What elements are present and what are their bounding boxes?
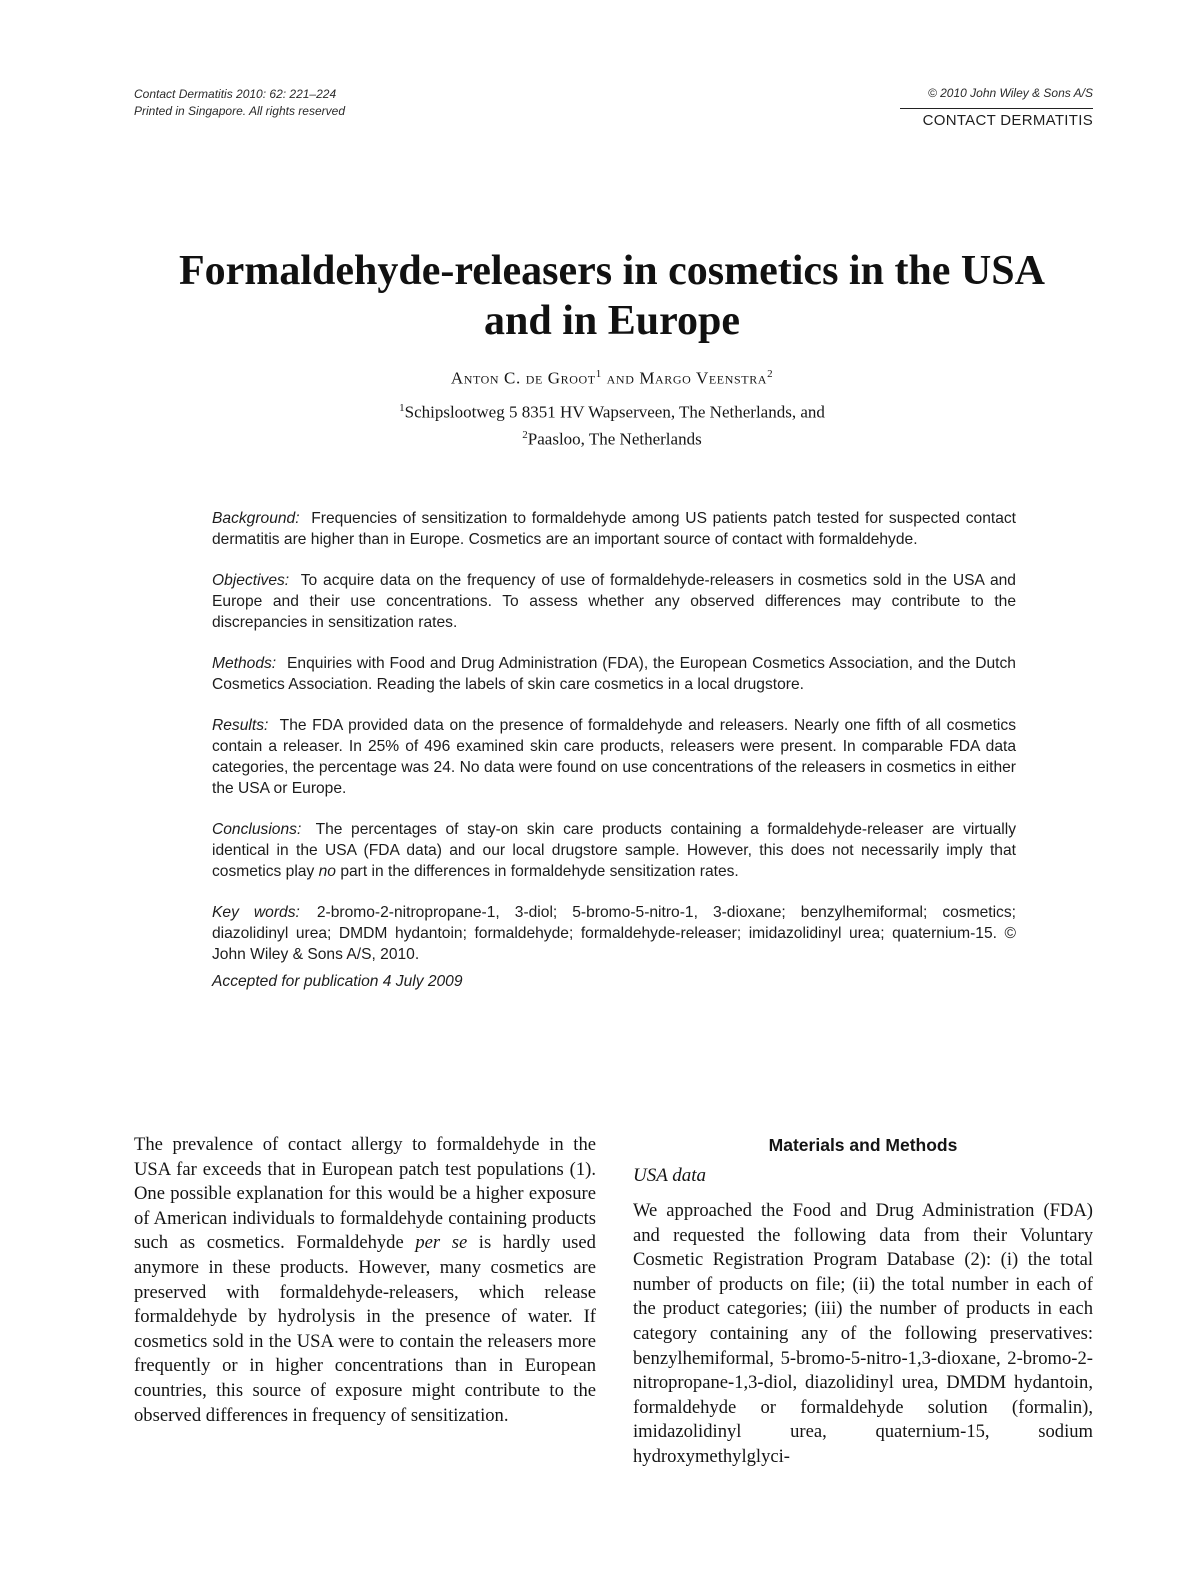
subsection-heading: USA data [633,1165,707,1186]
abstract-methods-label: Methods: [212,655,277,672]
abstract-background-label: Background: [212,510,300,527]
abstract-conclusions-text-b: part in the differences in formaldehyde sensitization rates. [340,863,739,880]
abstract-conclusions-emphasis: no [318,863,336,880]
author-2-affiliation-mark: 2 [767,368,774,380]
affiliation-1 [100,397,1124,424]
keywords-text: 2-bromo-2-nitropropane-1, 3-diol; 5-bromo-5-nitro-1, 3-dioxane; benzylhemiformal; cosmetics; diazolidinyl urea; DMDM hydantoin; formaldehyde; formaldehyde-releaser; imidazolidinyl urea; quaternium-15. © John Wiley & Sons A/S, 2010. [212,904,1016,963]
author-list [100,368,1124,389]
abstract-methods [212,653,1016,695]
author-conjunction: and [606,368,635,388]
author-1-affiliation-mark: 1 [595,368,602,380]
abstract-conclusions-label: Conclusions: [212,821,302,838]
journal-name: CONTACT DERMATITIS [900,108,1093,129]
author-1: Anton C. de Groot [450,368,596,388]
affiliation-2 [100,424,1124,451]
intro-paragraph [134,1133,596,1428]
intro-text-b: is hardly used anymore in these products. However, many cosmetics are preserved with formaldehyde-releasers, which release formaldehyde by hydrolysis in the presence of water. If cosmetics sold in the USA were to contain the releasers more frequently or in higher concentrations than in European countries, this source of exposure might contribute to the observed differences in frequency of sensitization. [134,1232,596,1426]
affiliations [100,397,1124,450]
body-column-right [633,1133,1093,1470]
section-heading: Materials and Methods [768,1135,958,1155]
affiliation-2-text: Paasloo, The Netherlands [527,429,702,449]
intro-text-a: The prevalence of contact allergy to formaldehyde in the USA far exceeds that in European patch test populations (1). One possible explanation for this would be a higher exposure of American individuals to formaldehyde containing products such as cosmetics. Formaldehyde [134,1134,596,1254]
accepted-date: Accepted for publication 4 July 2009 [212,973,463,990]
abstract-background-text: Frequencies of sensitization to formaldehyde among US patients patch tested for suspected contact dermatitis are higher than in Europe. Cosmetics are an important source of contact with formaldehyde. [212,510,1017,548]
abstract-results-label: Results: [212,717,269,734]
abstract-conclusions [212,819,1016,882]
printed-notice: Printed in Singapore. All rights reserved [134,104,345,118]
affiliation-1-mark: 1 [399,402,405,414]
abstract-keywords [212,902,1016,965]
title-line-1: Formaldehyde-releasers in cosmetics in the USA [179,248,1045,294]
abstract-results [212,715,1016,799]
title-line-2: and in Europe [484,298,740,344]
abstract-objectives-text: To acquire data on the frequency of use of formaldehyde-releasers in cosmetics sold in the USA and Europe and their use concentrations. To assess whether any observed differences may contribute to the discrepancies in sensitization rates. [212,572,1016,631]
abstract-methods-text: Enquiries with Food and Drug Administration (FDA), the European Cosmetics Association, and the Dutch Cosmetics Association. Reading the labels of skin care cosmetics in a local drugstore. [212,655,1016,693]
abstract-results-text: The FDA provided data on the presence of formaldehyde and releasers. Nearly one fifth of all cosmetics contain a releaser. In 25% of 496 examined skin care products, releasers were present. In comparable FDA data categories, the percentage was 24. No data were found on use concentrations of the releasers in cosmetics in either the USA or Europe. [212,717,1016,797]
journal-citation: Contact Dermatitis 2010: 62: 221–224 [134,87,337,101]
intro-emphasis: per se [415,1232,468,1254]
abstract-objectives [212,570,1016,633]
article-title [100,246,1124,346]
abstract [212,508,1016,992]
keywords-label: Key words: [212,904,300,921]
abstract-objectives-label: Objectives: [212,572,290,589]
abstract-background [212,508,1016,550]
body-column-left [134,1133,596,1428]
affiliation-1-text: Schipslootweg 5 8351 HV Wapserveen, The Netherlands, and [404,402,825,422]
author-2: Margo Veenstra [639,368,768,388]
affiliation-2-mark: 2 [522,428,528,441]
abstract-conclusions-text-a: The percentages of stay-on skin care products containing a formaldehyde-releaser are virtually identical in the USA (FDA data) and our local drugstore sample. However, this does not necessarily imply that cosmetics play [212,821,1016,880]
running-header-left [134,86,345,120]
copyright-notice: © 2010 John Wiley & Sons A/S [927,86,1093,100]
usa-data-paragraph: We approached the Food and Drug Administration (FDA) and requested the following data from their Voluntary Cosmetic Registration Program Database (2): (i) the total number of products on file; (ii) the total number in each of the product categories; (iii) the number of products in each category containing any of the following preservatives: benzylhemiformal, 5-bromo-5-nitro-1,3-dioxane, 2-bromo-2-nitropropane-1,3-diol, diazolidinyl urea, DMDM hydantoin, formaldehyde or formaldehyde solution (formalin), imidazolidinyl urea, quaternium-15, sodium hydroxymethylglyci- [633,1200,1093,1467]
